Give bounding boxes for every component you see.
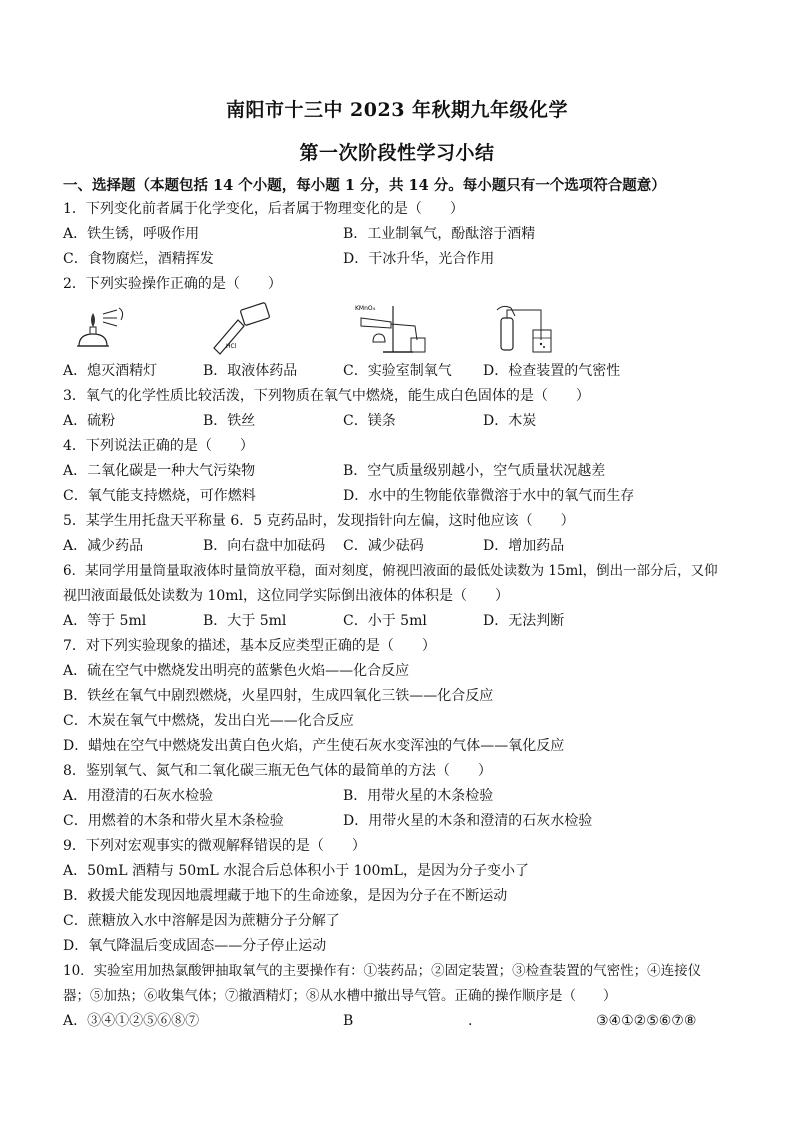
q8-option-c: C．用燃着的木条和带火星木条检验 — [63, 813, 284, 829]
q3-option-b: B．铁丝 — [203, 413, 256, 429]
q10-option-b-dot: . — [468, 1013, 473, 1029]
q7-option-d: D．蜡烛在空气中燃烧发出黄白色火焰，产生使石灰水变浑浊的气体——氧化反应 — [63, 738, 565, 754]
q7-stem: 7．对下列实验现象的描述，基本反应类型正确的是（ ） — [63, 638, 436, 654]
hcl-label: HCl — [226, 343, 237, 350]
q3-option-c: C．镁条 — [343, 413, 396, 429]
title-line-1: 南阳市十三中 2023 年秋期九年级化学 — [225, 99, 569, 121]
q8-option-b: B．用带火星的木条检验 — [343, 788, 494, 804]
q4-stem: 4．下列说法正确的是（ ） — [63, 438, 254, 454]
q9-option-b: B．救援犬能发现因地震埋藏于地下的生命迹象，是因为分子在不断运动 — [63, 888, 508, 904]
q2-option-a: A．熄灭酒精灯 — [63, 363, 158, 379]
q5-option-d: D．增加药品 — [483, 538, 565, 554]
q3-option-a: A．硫粉 — [63, 413, 116, 429]
q4-option-d: D．水中的生物能依靠微溶于水中的氧气而生存 — [343, 488, 635, 504]
q8-option-a: A．用澄清的石灰水检验 — [63, 788, 214, 804]
title-line-2: 第一次阶段性学习小结 — [299, 142, 495, 164]
q9-option-a: A．50mL 酒精与 50mL 水混合后总体积小于 100mL，是因为分子变小了 — [63, 863, 529, 879]
q5-option-c: C．减少砝码 — [343, 538, 424, 554]
q4-option-a: A．二氧化碳是一种大气污染物 — [63, 463, 256, 479]
q6-option-b: B．大于 5ml — [203, 613, 287, 629]
q4-option-c: C．氧气能支持燃烧，可作燃料 — [63, 488, 256, 504]
q4-option-b: B．空气质量级别越小，空气质量状况越差 — [343, 463, 606, 479]
q8-option-d: D．用带火星的木条和澄清的石灰水检验 — [343, 813, 593, 829]
q2-option-c: C．实验室制氧气 — [343, 363, 452, 379]
reagent-bottle-figure — [208, 300, 278, 356]
q7-option-a: A．硫在空气中燃烧发出明亮的蓝紫色火焰——化合反应 — [63, 663, 410, 679]
alcohol-lamp-figure — [73, 300, 133, 356]
q5-option-b: B．向右盘中加砝码 — [203, 538, 326, 554]
q2-figures — [63, 300, 743, 356]
q7-option-b: B．铁丝在氧气中剧烈燃烧，火星四射，生成四氧化三铁——化合反应 — [63, 688, 494, 704]
q6-option-d: D．无法判断 — [483, 613, 565, 629]
q10-option-b-value: ③④①②⑤⑥⑦⑧ — [596, 1013, 697, 1029]
q1-option-b: B．工业制氧气，酚酞溶于酒精 — [343, 226, 536, 242]
q10-option-b-letter: B — [343, 1013, 354, 1029]
q6-option-a: A．等于 5ml — [63, 613, 147, 629]
q2-option-b: B．取液体药品 — [203, 363, 298, 379]
q1-stem: 1．下列变化前者属于化学变化，后者属于物理变化的是（ ） — [63, 201, 464, 217]
q6-option-c: C．小于 5ml — [343, 613, 427, 629]
q2-option-d: D．检查装置的气密性 — [483, 363, 621, 379]
kmno4-label: KMnO₄ — [355, 305, 376, 312]
q1-option-d: D．干冰升华，光合作用 — [343, 251, 495, 267]
q6-stem-line-2: 视凹液面最低处读数为 10ml，这位同学实际倒出液体的体积是（ ） — [63, 588, 510, 604]
q9-option-c: C．蔗糖放入水中溶解是因为蔗糖分子分解了 — [63, 913, 340, 929]
q10-stem-line-2: 器；⑤加热；⑥收集气体；⑦撤酒精灯；⑧从水槽中撤出导气管。正确的操作顺序是（ ） — [63, 988, 617, 1004]
q9-option-d: D．氧气降温后变成固态——分子停止运动 — [63, 938, 327, 954]
q6-stem-line-1: 6．某同学用量筒量取液体时量筒放平稳，面对刻度，俯视凹液面的最低处读数为 15ml，倒出一部分后，又仰 — [63, 563, 718, 579]
q7-option-c: C．木炭在氧气中燃烧，发出白光——化合反应 — [63, 713, 354, 729]
q10-option-a: A．③④①②⑤⑥⑧⑦ — [63, 1013, 200, 1029]
q3-option-d: D．木炭 — [483, 413, 537, 429]
airtightness-figure — [493, 300, 573, 356]
q9-stem: 9．下列对宏观事实的微观解释错误的是（ ） — [63, 838, 366, 854]
section-heading: 一、选择题（本题包括 14 个小题，每小题 1 分，共 14 分。每小题只有一个选项符合题意） — [63, 177, 666, 194]
q5-stem: 5．某学生用托盘天平称量 6．5 克药品时，发现指针向左偏，这时他应该（ ） — [63, 513, 575, 529]
q8-stem: 8．鉴别氧气、氮气和二氧化碳三瓶无色气体的最简单的方法（ ） — [63, 763, 492, 779]
q5-option-a: A．减少药品 — [63, 538, 144, 554]
oxygen-apparatus-figure — [353, 300, 433, 356]
q10-stem-line-1: 10．实验室用加热氯酸钾抽取氧气的主要操作有：①装药品；②固定装置；③检查装置的气密性；④连接仪 — [63, 963, 702, 979]
q1-option-c: C．食物腐烂，酒精挥发 — [63, 251, 214, 267]
q2-stem: 2．下列实验操作正确的是（ ） — [63, 276, 282, 292]
q1-option-a: A．铁生锈，呼吸作用 — [63, 226, 200, 242]
q3-stem: 3．氧气的化学性质比较活泼，下列物质在氧气中燃烧，能生成白色固体的是（ ） — [63, 388, 590, 404]
